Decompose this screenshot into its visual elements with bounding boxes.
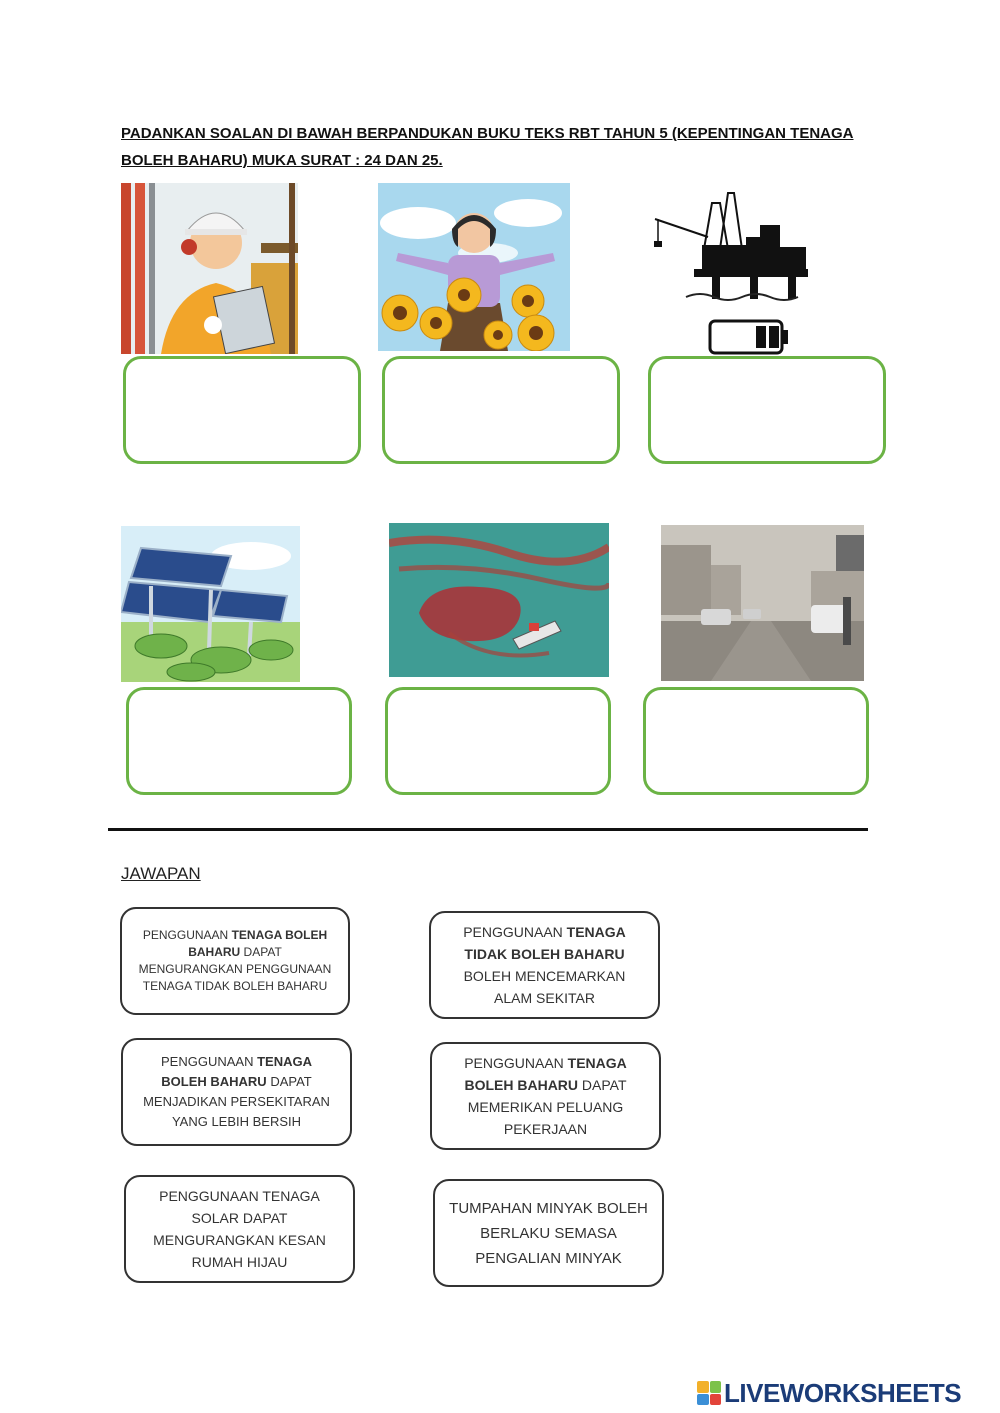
answer-text-post: DAPAT MENJADIKAN PERSEKITARAN YANG LEBIH BERSIH [143,1074,330,1129]
liveworksheets-logo [697,1376,961,1410]
answer-drop-box-3[interactable] [648,356,886,464]
answer-text-pre: PENGGUNAAN [161,1054,258,1069]
answer-card-5[interactable] [124,1175,355,1283]
worker-engineer-image [121,183,298,354]
answer-card-3[interactable] [121,1038,352,1146]
answer-text-pre: PENGGUNAAN [142,928,232,942]
haze-street-image [661,525,864,681]
answer-text-bold: TENAGA TIDAK BOLEH BAHARU [464,924,626,962]
answer-drop-box-6[interactable] [643,687,869,795]
answer-card-2[interactable] [429,911,660,1019]
answer-card-6[interactable] [433,1179,664,1287]
answer-text-bold: TENAGA BOLEH BAHARU [161,1054,312,1089]
solar-panels-image [121,526,300,682]
oil-rig-battery-image [650,185,810,357]
answer-drop-box-1[interactable] [123,356,361,464]
section-divider [108,828,868,831]
oil-spill-image [389,523,609,677]
answer-text-pre: PENGGUNAAN [463,924,567,940]
brand-name: LIVEWORKSHEETS [724,1377,962,1408]
worksheet-title: PADANKAN SOALAN DI BAWAH BERPANDUKAN BUKU TEKS RBT TAHUN 5 (KEPENTINGAN TENAGA BOLEH BAHARU) MUKA SURAT : 24 DAN 25. [121,125,854,169]
answer-heading: JAWAPAN [121,864,201,883]
answer-text-post: BOLEH MENCEMARKAN ALAM SEKITAR [463,968,626,1006]
girl-sunflowers-image [378,183,570,351]
liveworksheets-icon [697,1381,721,1405]
answer-drop-box-2[interactable] [382,356,620,464]
answer-text-pre: PENGGUNAAN TENAGA SOLAR DAPAT MENGURANGKAN KESAN RUMAH HIJAU [153,1188,326,1270]
answer-card-4[interactable] [430,1042,661,1150]
answer-drop-box-5[interactable] [385,687,611,795]
answer-drop-box-4[interactable] [126,687,352,795]
answer-text-pre: PENGGUNAAN [464,1055,568,1071]
answer-text-post: DAPAT MENGURANGKAN PENGGUNAAN TENAGA TIDAK BOLEH BAHARU [138,945,332,993]
answer-text-bold: TENAGA BOLEH BAHARU [464,1055,627,1093]
answer-card-1[interactable] [120,907,350,1015]
answer-text-post: DAPAT MEMERIKAN PELUANG PEKERJAAN [467,1077,627,1137]
answer-text-bold: TENAGA BOLEH BAHARU [188,928,328,959]
answer-text-pre: TUMPAHAN MINYAK BOLEH BERLAKU SEMASA PENGALIAN MINYAK [449,1199,648,1267]
